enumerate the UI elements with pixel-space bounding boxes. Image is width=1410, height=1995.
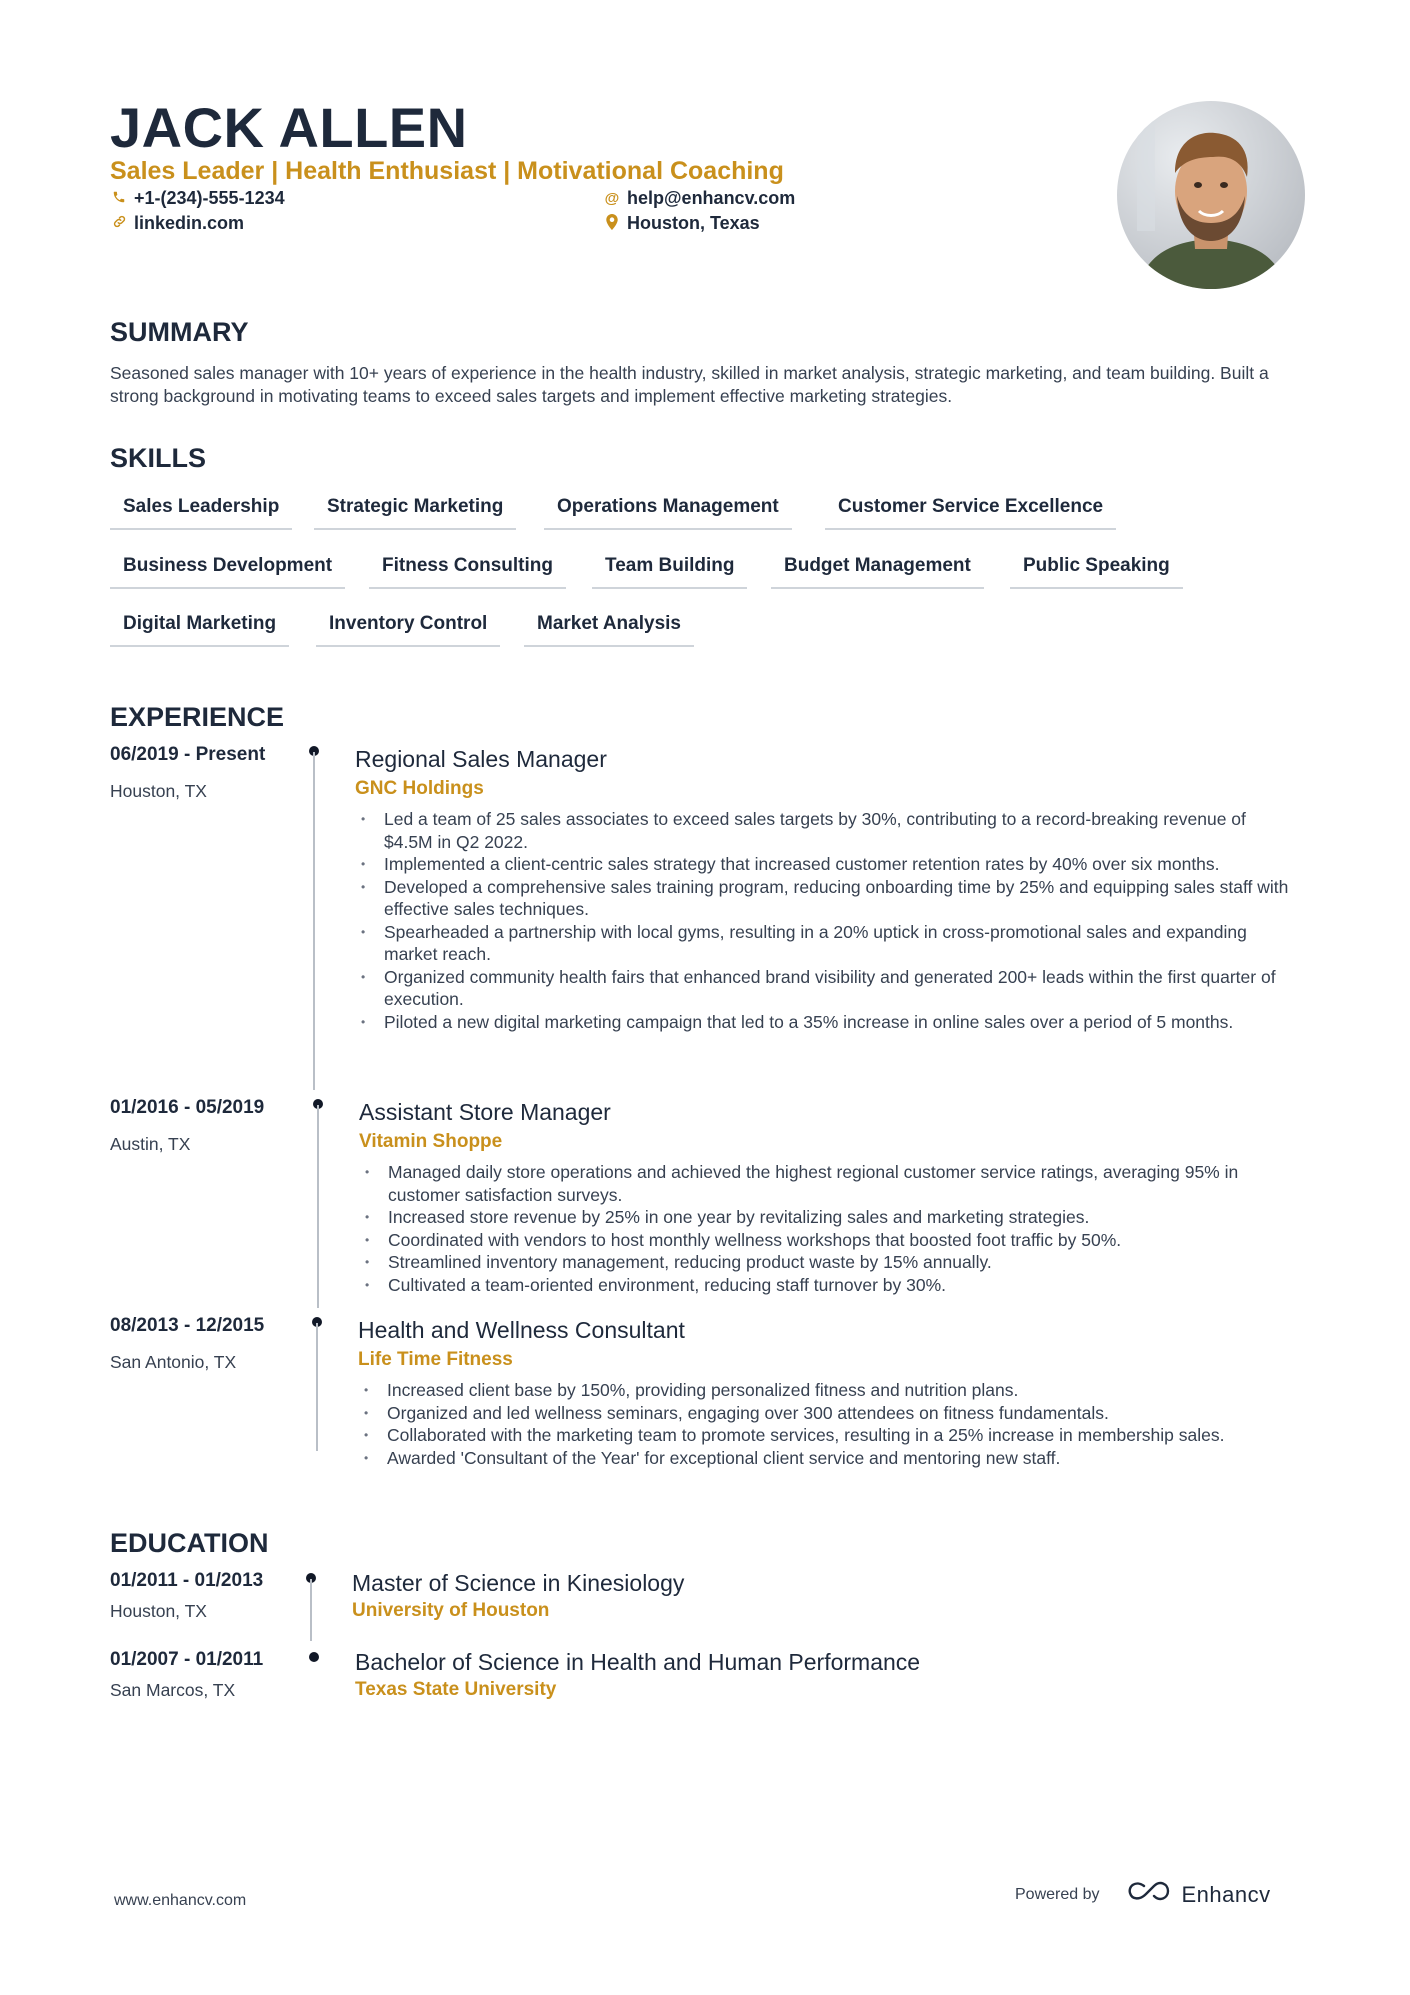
contact-location [603,213,760,234]
avatar [1117,101,1305,289]
job-company: Vitamin Shoppe [359,1131,503,1152]
candidate-name: JACK ALLEN [110,96,468,159]
list-item: • Organized and led wellness seminars, engaging over 300 attendees on fitness fundamentals. [358,1402,1298,1425]
job-title: Assistant Store Manager [359,1099,611,1125]
job-dates: 06/2019 - Present [110,744,266,765]
phone-icon [110,190,128,208]
list-item: • Collaborated with the marketing team to promote services, resulting in a 25% increase in membership sales. [358,1424,1298,1447]
candidate-tagline: Sales Leader | Health Enthusiast | Motivational Coaching [110,157,784,185]
education-dates: 01/2007 - 01/2011 [110,1649,264,1670]
powered-by-text: Powered by [1015,1885,1100,1903]
skills-heading: SKILLS [110,443,207,473]
timeline-dot [309,1652,319,1662]
email-text[interactable]: help@enhancv.com [627,188,796,208]
location-pin-icon [603,214,621,234]
experience-heading: EXPERIENCE [110,702,285,732]
list-item: • Piloted a new digital marketing campaign that led to a 35% increase in online sales over a period of 5 months. [355,1011,1295,1034]
list-item: • Cultivated a team-oriented environment, reducing staff turnover by 30%. [359,1274,1299,1297]
degree-title: Master of Science in Kinesiology [352,1570,685,1596]
skill-tag: Public Speaking [1010,555,1183,589]
school-name: University of Houston [352,1600,550,1621]
phone-text[interactable]: +1-(234)-555-1234 [134,188,285,208]
job-bullets [359,1161,1299,1296]
summary-text: Seasoned sales manager with 10+ years of experience in the health industry, skilled in market analysis, strategic marketing, and team building. Built a strong background in motivating teams to exceed sales targets and implement effective marketing strategies. [110,363,1269,406]
job-dates: 08/2013 - 12/2015 [110,1315,265,1336]
job-location: Austin, TX [110,1134,191,1154]
list-item: • Awarded 'Consultant of the Year' for exceptional client service and mentoring new staff. [358,1447,1298,1470]
skill-tag: Budget Management [771,555,984,589]
degree-title: Bachelor of Science in Health and Human Performance [355,1649,921,1675]
job-company: GNC Holdings [355,778,484,799]
job-company: Life Time Fitness [358,1349,513,1370]
linkedin-text[interactable]: linkedin.com [134,213,245,233]
job-dates: 01/2016 - 05/2019 [110,1097,265,1118]
list-item: • Increased store revenue by 25% in one year by revitalizing sales and marketing strategies. [359,1206,1299,1229]
list-item: • Developed a comprehensive sales training program, reducing onboarding time by 25% and equipping sales staff with effective sales techniques. [355,876,1295,921]
job-title: Regional Sales Manager [355,746,607,772]
school-name: Texas State University [355,1679,557,1700]
skill-tag: Sales Leadership [110,496,292,530]
list-item: • Managed daily store operations and achieved the highest regional customer service ratings, averaging 95% in customer satisfaction surveys. [359,1161,1299,1206]
skill-tag: Business Development [110,555,345,589]
timeline-line [317,1105,319,1308]
skill-tag: Operations Management [544,496,792,530]
list-item: • Led a team of 25 sales associates to exceed sales targets by 30%, contributing to a record-breaking revenue of $4.5M in Q2 2022. [355,808,1295,853]
list-item: • Coordinated with vendors to host monthly wellness workshops that boosted foot traffic by 50%. [359,1229,1299,1252]
job-title: Health and Wellness Consultant [358,1317,685,1343]
skill-tag: Fitness Consulting [369,555,566,589]
at-icon: @ [604,190,620,207]
location-text: Houston, Texas [627,213,760,233]
job-location: Houston, TX [110,781,207,801]
education-dates: 01/2011 - 01/2013 [110,1570,264,1591]
skill-tag: Strategic Marketing [314,496,516,530]
footer-branding [1015,1880,1271,1909]
list-item: • Organized community health fairs that enhanced brand visibility and generated 200+ leads within the first quarter of execution. [355,966,1295,1011]
job-location: San Antonio, TX [110,1352,237,1372]
education-heading: EDUCATION [110,1528,269,1558]
brand-name: Enhancv [1181,1881,1271,1907]
job-bullets [355,808,1295,1033]
skill-tag: Digital Marketing [110,613,289,647]
timeline-line [310,1579,312,1641]
skill-tag: Inventory Control [316,613,500,647]
skill-tag: Market Analysis [524,613,694,647]
list-item: • Increased client base by 150%, providing personalized fitness and nutrition plans. [358,1379,1298,1402]
job-bullets [358,1379,1298,1469]
skill-tag: Team Building [592,555,747,589]
list-item: • Implemented a client-centric sales strategy that increased customer retention rates by 40% over six months. [355,853,1295,876]
footer-website[interactable]: www.enhancv.com [114,1892,247,1909]
education-location: Houston, TX [110,1601,207,1621]
link-icon [110,214,128,233]
timeline-line [313,752,315,1090]
enhancv-logo-icon [1126,1880,1172,1909]
education-location: San Marcos, TX [110,1680,236,1700]
summary-heading: SUMMARY [110,317,249,347]
contact-email [603,188,795,209]
list-item: • Streamlined inventory management, reducing product waste by 15% annually. [359,1251,1299,1274]
list-item: • Spearheaded a partnership with local gyms, resulting in a 20% uptick in cross-promotional sales and expanding market reach. [355,921,1295,966]
timeline-line [316,1323,318,1451]
skill-tag: Customer Service Excellence [825,496,1116,530]
contact-linkedin [110,213,244,234]
contact-phone [110,188,285,209]
